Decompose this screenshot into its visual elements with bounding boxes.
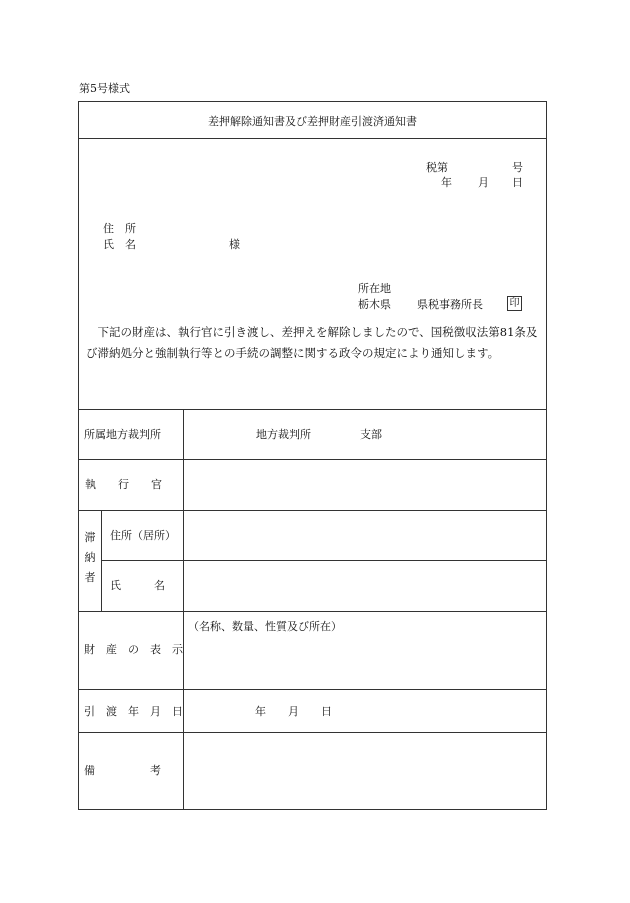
row-line-delivery-top bbox=[78, 689, 547, 690]
delivery-label: 引 渡 年 月 日 bbox=[84, 705, 183, 718]
row-line-taxpayer-top bbox=[78, 510, 547, 511]
taxpayer-group-divider bbox=[101, 510, 102, 611]
label-column-divider bbox=[183, 409, 184, 810]
date-year: 年 bbox=[441, 176, 452, 189]
remarks-label: 備 考 bbox=[84, 764, 161, 777]
sender-office: 県税事務所長 bbox=[417, 298, 483, 311]
title-divider bbox=[78, 138, 547, 139]
court-branch: 支部 bbox=[360, 428, 382, 441]
bailiff-label: 執 行 官 bbox=[85, 478, 162, 491]
date-month: 月 bbox=[478, 176, 489, 189]
court-value: 地方裁判所 bbox=[256, 428, 311, 441]
taxpayer-address-label: 住所（居所） bbox=[110, 529, 176, 542]
recipient-name-label: 氏 名 bbox=[103, 238, 136, 251]
seal-mark: 印 bbox=[507, 296, 522, 311]
notice-body: 下記の財産は、執行官に引き渡し、差押えを解除しましたので、国税徴収法第81条及び滞納処分と強制執行等との手続の調整に関する政令の規定により通知します。 bbox=[86, 325, 538, 360]
form-number: 第5号様式 bbox=[79, 82, 130, 95]
court-label: 所属地方裁判所 bbox=[84, 428, 161, 441]
taxpayer-group-label: 滞納者 bbox=[84, 531, 96, 584]
form-frame bbox=[78, 101, 547, 810]
row-line-property-top bbox=[78, 611, 547, 612]
row-line-remarks-top bbox=[78, 732, 547, 733]
sender-prefecture: 栃木県 bbox=[358, 298, 391, 311]
delivery-value: 年 月 日 bbox=[255, 705, 332, 718]
tax-number-prefix: 税第 bbox=[426, 161, 448, 174]
recipient-address-label: 住 所 bbox=[103, 222, 136, 235]
form-title: 差押解除通知書及び差押財産引渡済通知書 bbox=[208, 115, 417, 128]
date-day: 日 bbox=[512, 176, 523, 189]
tax-number-suffix: 号 bbox=[512, 161, 523, 174]
row-line-bailiff-top bbox=[78, 459, 547, 460]
row-line-court-top bbox=[78, 409, 547, 410]
recipient-honorific: 様 bbox=[229, 238, 240, 251]
property-label: 財 産 の 表 示 bbox=[84, 643, 183, 656]
taxpayer-name-label: 氏 名 bbox=[110, 579, 165, 592]
property-note: （名称、数量、性質及び所在） bbox=[188, 620, 342, 633]
row-line-taxpayer-mid bbox=[101, 560, 547, 561]
sender-location-label: 所在地 bbox=[358, 282, 391, 295]
